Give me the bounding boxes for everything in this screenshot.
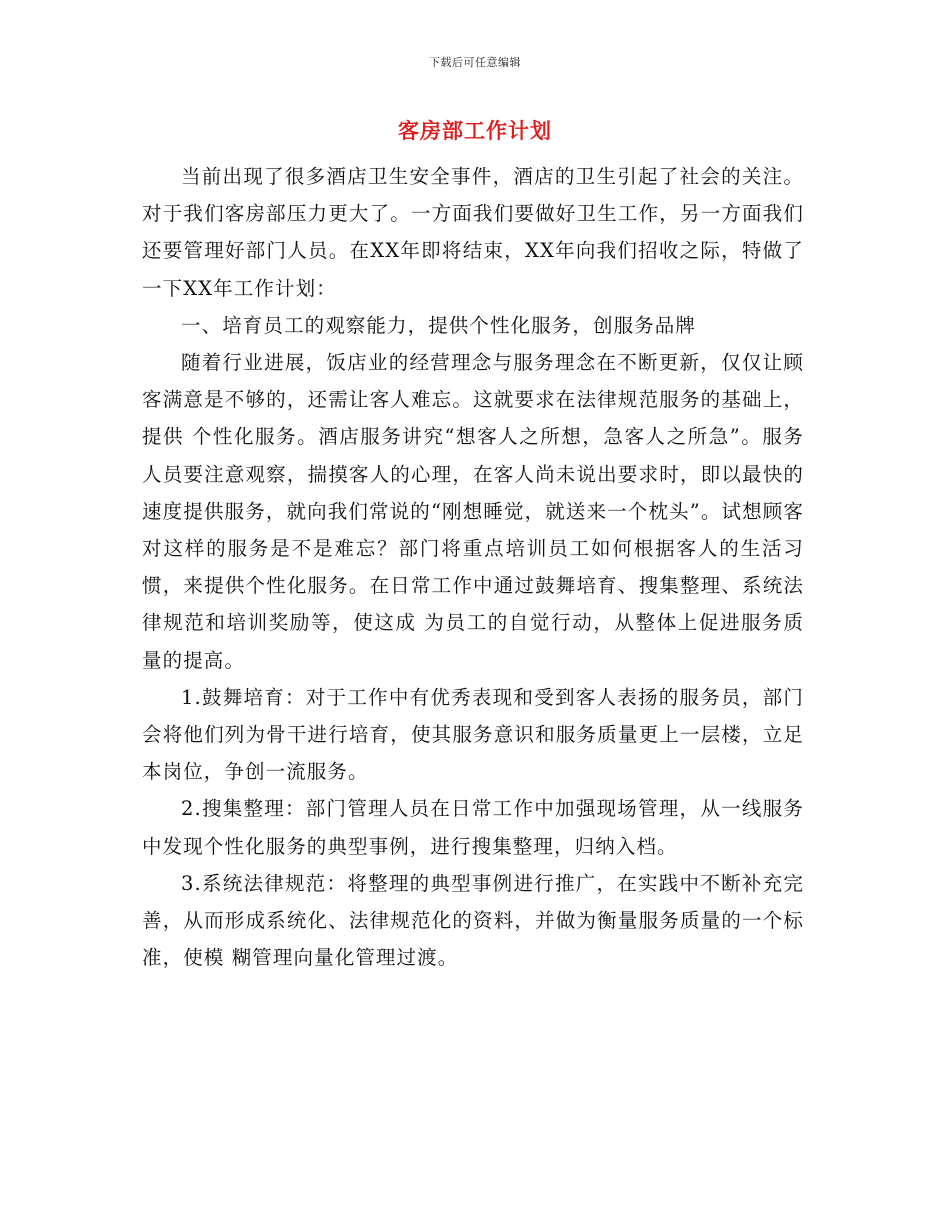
- document-body: [142, 158, 804, 976]
- list-item-3: 3.系统法律规范：将整理的典型事例进行推广，在实践中不断补充完善，从而形成系统化、法律规范化的资料，并做为衡量服务质量的一个标准，使模 糊管理向量化管理过渡。: [142, 871, 804, 970]
- document-title: 客房部工作计划: [398, 118, 552, 143]
- body-paragraph: 随着行业进展，饭店业的经营理念与服务理念在不断更新，仅仅让顾客满意是不够的，还需让客人难忘。这就要求在法律规范服务的基础上，提供 个性化服务。酒店服务讲究“想客人之所想，急客人之所急”。服务人员要注意观察，揣摸客人的心理，在客人尚未说出要求时，即以最快的 速度提供服务，就向我们常说的“刚想睡觉，就送来一个枕头”。试想顾客对这样的服务是不是难忘？部门将重点培训员工如何根据客人的生活习惯，来提供个性化服务。在日常工作中通过鼓舞培育、搜集整理、系统法律规范和培训奖励等，使这成 为员工的自觉行动，从整体上促进服务质量的提高。: [142, 351, 804, 672]
- intro-paragraph: 当前出现了很多酒店卫生安全事件，酒店的卫生引起了社会的关注。对于我们客房部压力更大了。一方面我们要做好卫生工作，另一方面我们还要管理好部门人员。在XX年即将结束，XX年向我们招收之际，特做了一下XX年工作计划：: [142, 165, 804, 300]
- header-note: 下载后可任意编辑: [429, 56, 521, 69]
- list-item-2: 2.搜集整理：部门管理人员在日常工作中加强现场管理，从一线服务中发现个性化服务的典型事例，进行搜集整理，归纳入档。: [142, 797, 804, 858]
- list-item-1: 1.鼓舞培育：对于工作中有优秀表现和受到客人表扬的服务员，部门会将他们列为骨干进行培育，使其服务意识和服务质量更上一层楼，立足 本岗位，争创一流服务。: [142, 685, 804, 784]
- section-heading: 一、培育员工的观察能力，提供个性化服务，创服务品牌: [181, 313, 697, 337]
